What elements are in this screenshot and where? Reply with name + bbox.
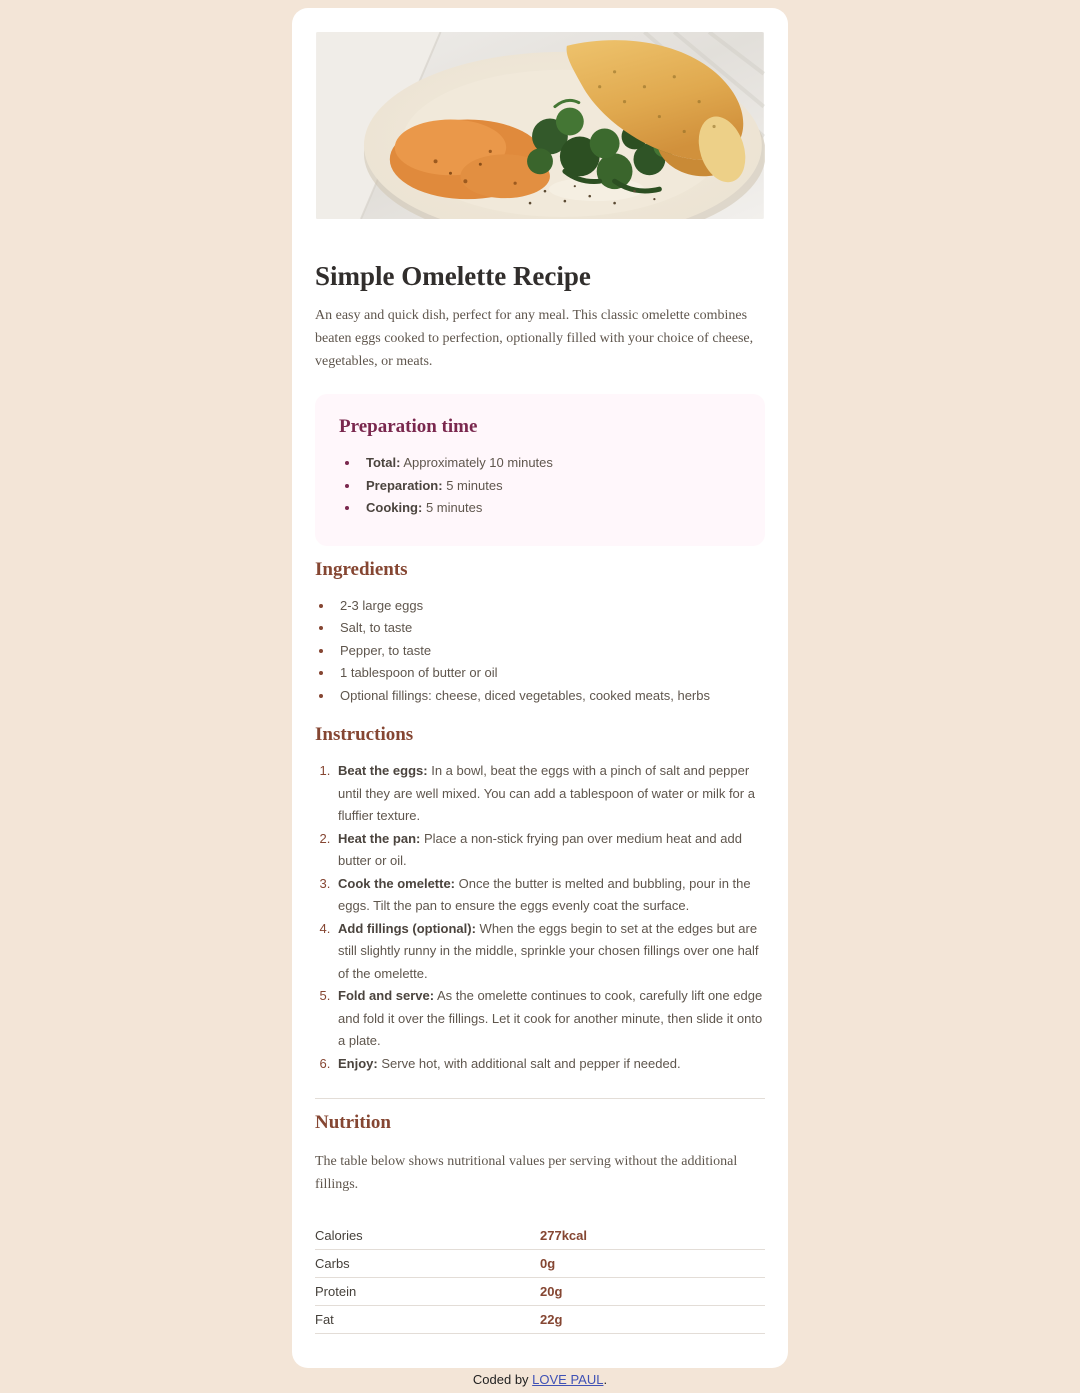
preparation-time-item	[360, 452, 741, 475]
nutrition-value: 277kcal	[540, 1222, 765, 1250]
ingredient-item: • 2-3 large eggs	[334, 595, 765, 618]
ingredient-item: • Optional fillings: cheese, diced vegetables, cooked meats, herbs	[334, 685, 765, 708]
instruction-item-label: Add fillings (optional):	[338, 920, 476, 936]
nutrition-label: Fat	[315, 1306, 540, 1334]
preparation-time-box	[315, 394, 765, 546]
section-divider	[315, 1098, 765, 1099]
nutrition-value: 22g	[540, 1306, 765, 1334]
preparation-item-text: 5 minutes	[446, 477, 503, 493]
instruction-item-text: Once the butter is melted and bubbling, pour in the eggs. Tilt the pan to ensure the eggs evenly coat the surface.	[338, 875, 751, 913]
ingredient-item: • Salt, to taste	[334, 617, 765, 640]
nutrition-label: Carbs	[315, 1250, 540, 1278]
nutrition-table-row	[315, 1222, 765, 1250]
instruction-item	[334, 918, 765, 986]
preparation-time-item	[360, 475, 741, 498]
preparation-time-item	[360, 497, 741, 520]
preparation-time-list	[339, 452, 741, 520]
instruction-item-text: When the eggs begin to set at the edges but are still slightly runny in the middle, sprinkle your chosen fillings over one half of the omelette.	[338, 920, 759, 981]
preparation-item-label: Total:	[366, 455, 401, 470]
nutrition-value: 0g	[540, 1250, 765, 1278]
ingredient-item: • 1 tablespoon of butter or oil	[334, 662, 765, 685]
attribution-footer	[0, 1372, 1080, 1393]
preparation-time-heading: Preparation time	[339, 416, 478, 437]
instruction-item-label: Fold and serve:	[338, 988, 435, 1003]
nutrition-value: 20g	[540, 1278, 765, 1306]
author-link[interactable]: LOVE PAUL	[532, 1372, 604, 1387]
instructions-heading: Instructions	[315, 724, 414, 745]
instruction-item	[334, 760, 765, 828]
nutrition-label: Protein	[315, 1278, 540, 1306]
attribution-prefix: Coded by	[472, 1372, 533, 1387]
preparation-item-label: Cooking:	[366, 500, 423, 515]
instruction-item-text: As the omelette continues to cook, carefully lift one edge and fold it over the fillings. Let it cook for another minute, then slide it onto a plate.	[338, 988, 763, 1048]
nutrition-description: The table below shows nutritional values per serving without the additional fillings.	[315, 1154, 738, 1192]
ingredients-heading: Ingredients	[315, 558, 408, 580]
instruction-item-text: Place a non-stick frying pan over medium heat and add butter or oil.	[338, 830, 742, 868]
ingredient-item: • Pepper, to taste	[334, 640, 765, 663]
instruction-item	[334, 985, 765, 1053]
nutrition-table-row	[315, 1278, 765, 1306]
preparation-item-label: Preparation:	[366, 477, 443, 493]
instruction-item-label: Beat the eggs:	[338, 763, 428, 778]
instruction-item-label: Heat the pan:	[338, 830, 421, 846]
instructions-list	[315, 760, 765, 1075]
nutrition-heading: Nutrition	[315, 1112, 391, 1133]
nutrition-table	[315, 1222, 765, 1334]
preparation-item-text: 5 minutes	[425, 500, 483, 515]
recipe-card	[292, 8, 788, 1368]
page-title: Simple Omelette Recipe	[315, 261, 591, 291]
recipe-description: An easy and quick dish, perfect for any meal. This classic omelette combines beaten eggs cooked to perfection, optionally filled with your choice of cheese, vegetables, or meats.	[315, 308, 754, 369]
nutrition-table-row	[315, 1250, 765, 1278]
recipe-photo	[315, 32, 765, 219]
instruction-item-label: Cook the omelette:	[338, 875, 456, 891]
instruction-item	[334, 1053, 765, 1076]
instruction-item-label: Enjoy:	[338, 1055, 378, 1071]
instruction-item-text: Serve hot, with additional salt and pepper if needed.	[381, 1055, 681, 1071]
attribution-suffix: .	[603, 1372, 608, 1387]
instruction-item	[334, 828, 765, 873]
preparation-item-text: Approximately 10 minutes	[403, 455, 553, 470]
instruction-item-text: In a bowl, beat the eggs with a pinch of salt and pepper until they are well mixed. You can add a tablespoon of water or milk for a fluffier texture.	[338, 763, 755, 823]
ingredients-list	[315, 595, 765, 708]
nutrition-table-row	[315, 1306, 765, 1334]
instruction-item	[334, 873, 765, 918]
nutrition-label: Calories	[315, 1222, 540, 1250]
